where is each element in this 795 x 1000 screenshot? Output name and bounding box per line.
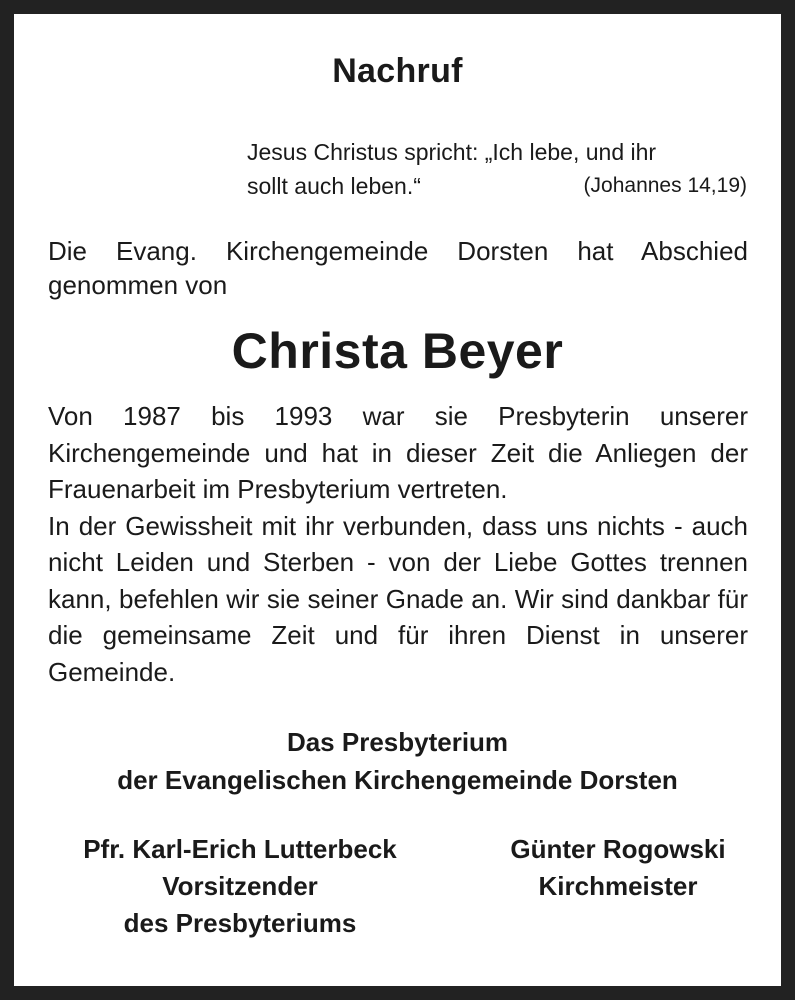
signatory-role-line-1: Kirchmeister: [538, 871, 698, 901]
quote-line-2: sollt auch leben.“: [247, 173, 421, 199]
quote-reference: (Johannes 14,19): [583, 174, 747, 197]
quote-line-1: Jesus Christus spricht: „Ich lebe, und ihr: [247, 139, 657, 165]
sender-line-2: der Evangelischen Kirchengemeinde Dorsten: [117, 765, 678, 795]
signatory-name: Pfr. Karl-Erich Lutterbeck: [83, 834, 397, 864]
deceased-name: Christa Beyer: [231, 323, 564, 379]
signatory-name: Günter Rogowski: [510, 834, 726, 864]
signatory-role-line-2: des Presbyteriums: [123, 908, 357, 938]
bible-quote: [247, 135, 747, 203]
body-paragraph-2: In der Gewissheit mit ihr verbunden, dass uns nichts - auch nicht Leiden und Sterben - von der Liebe Gottes trennen kann, befehlen wir sie seiner Gnade an. Wir sind dankbar für die gemeinsame Zeit und für ihren Dienst in unserer Gemeinde.: [48, 510, 748, 687]
signatory-church-warden: [468, 831, 768, 905]
quote-line-2-row: [247, 169, 747, 203]
signatory-role-line-1: Vorsitzender: [162, 871, 318, 901]
sender-line-1: Das Presbyterium: [286, 727, 509, 757]
signatory-chair: [40, 831, 440, 942]
intro-text: Die Evang. Kirchengemeinde Dorsten hat Abschied genommen von: [48, 236, 748, 300]
sender-block: [0, 723, 795, 799]
notice-title: Nachruf: [332, 52, 463, 90]
body-paragraph-1: Von 1987 bis 1993 war sie Presbyterin unserer Kirchengemeinde und hat in dieser Zeit die Anliegen der Frauenarbeit im Presbyterium vertreten.: [48, 401, 748, 504]
obituary-body: [48, 398, 748, 690]
